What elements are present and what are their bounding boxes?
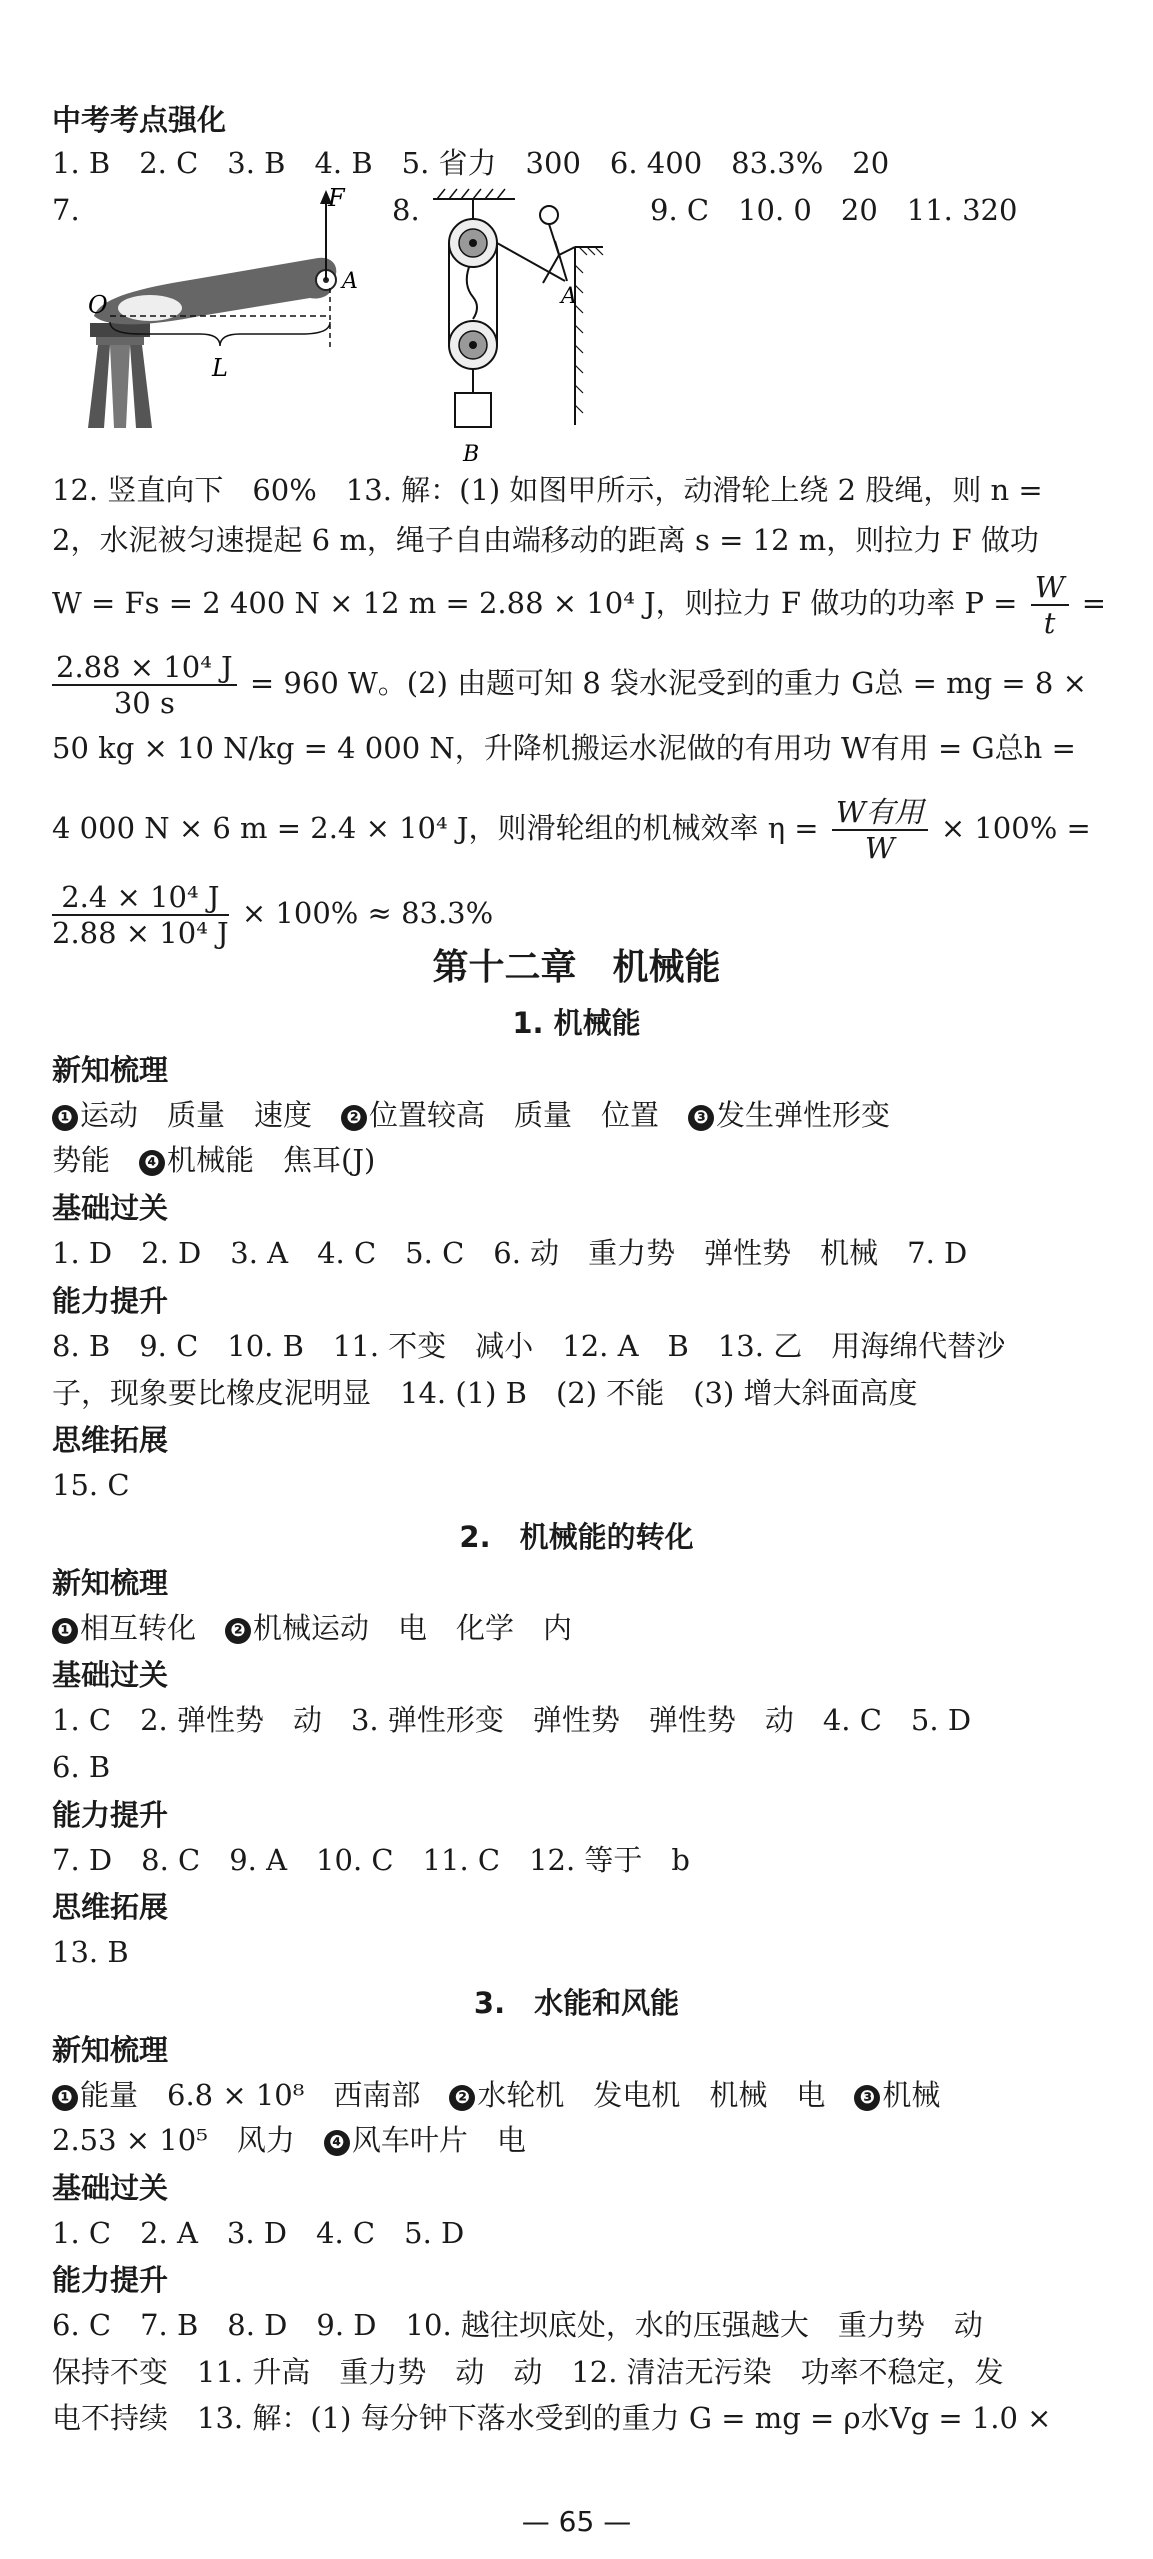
subsection-heading: 思维拓展	[52, 1423, 169, 1457]
answer-line: 50 kg × 10 N/kg = 4 000 N，升降机搬运水泥做的有用功 W有用 = G总h =	[52, 731, 1076, 765]
answer-text: 运动 质量 速度	[80, 1098, 342, 1132]
answer-line: 保持不变 11. 升高 重力势 动 动 12. 清洁无污染 功率不稳定，发	[52, 2355, 1004, 2389]
section-title: 1. 机械能	[512, 1006, 641, 1040]
fraction-W-over-t	[1031, 570, 1069, 640]
answer-line: 1. B 2. C 3. B 4. B 5. 省力 300 6. 400 83.3% 20	[52, 146, 890, 180]
answer-text: 相互转化	[80, 1611, 226, 1645]
answer-text: 位置较高 质量 位置	[369, 1098, 689, 1132]
fraction-numerator: 2.88 × 10⁴ J	[52, 650, 237, 686]
answer-text: 水轮机 发电机 机械 电	[477, 2078, 855, 2112]
circled-number-4: ❹	[324, 2130, 350, 2156]
fraction-denominator: 2.88 × 10⁴ J	[52, 916, 229, 950]
answer-line: 1. C 2. 弹性势 动 3. 弹性形变 弹性势 弹性势 动 4. C 5. D	[52, 1703, 972, 1737]
page-number: — 65 —	[521, 2505, 632, 2538]
formula-line	[52, 795, 1113, 865]
circled-number-2: ❷	[225, 1618, 251, 1644]
answer-text: 风车叶片 电	[351, 2123, 526, 2157]
pulley-diagram	[425, 185, 645, 465]
label-A: A	[342, 269, 358, 294]
answer-line	[52, 2075, 1113, 2115]
section-title: 2. 机械能的转化	[459, 1520, 694, 1554]
answer-line: 2，水泥被匀速提起 6 m，绳子自由端移动的距离 s = 12 m，则拉力 F 做功	[52, 523, 1039, 557]
answer-line: 15. C	[52, 1468, 130, 1502]
formula-text: W = Fs = 2 400 N × 12 m = 2.88 × 10⁴ J，则拉力 F 做功的功率 P =	[52, 586, 1018, 620]
question-number-7: 7.	[52, 193, 80, 227]
question-number-8: 8.	[392, 193, 420, 227]
fraction-efficiency	[832, 795, 928, 865]
subsection-heading: 基础过关	[52, 1658, 169, 1692]
subsection-heading: 新知梳理	[52, 1566, 169, 1600]
fraction-numerator: W有用	[832, 795, 928, 831]
circled-number-1: ❶	[52, 1105, 78, 1131]
answer-line: 9. C 10. 0 20 11. 320	[650, 193, 1018, 227]
formula-text: = 960 W。(2) 由题可知 8 袋水泥受到的重力 G总 = mg = 8 ×	[249, 666, 1087, 700]
answer-line	[52, 1095, 1113, 1135]
formula-text: × 100% ≈ 83.3%	[241, 896, 494, 930]
subsection-heading: 能力提升	[52, 1284, 169, 1318]
lever-diagram	[80, 188, 370, 428]
label-F: F	[328, 188, 345, 212]
circled-number-1: ❶	[52, 2085, 78, 2111]
answer-line	[52, 1608, 1113, 1648]
fraction-efficiency-values	[52, 880, 229, 950]
answer-text: 能量 6.8 × 10⁸ 西南部	[80, 2078, 450, 2112]
label-A: A	[561, 284, 577, 309]
circled-number-2: ❷	[449, 2085, 475, 2111]
answer-line: 8. B 9. C 10. B 11. 不变 减小 12. A B 13. 乙 用海绵代替沙	[52, 1329, 1006, 1363]
fraction-numerator: 2.4 × 10⁴ J	[52, 880, 229, 916]
subsection-heading: 新知梳理	[52, 2033, 169, 2067]
formula-line	[52, 570, 1113, 640]
answer-line: 子，现象要比橡皮泥明显 14. (1) B (2) 不能 (3) 增大斜面高度	[52, 1376, 918, 1410]
fraction-denominator: 30 s	[113, 686, 175, 720]
subsection-heading: 基础过关	[52, 2171, 169, 2205]
subsection-heading: 基础过关	[52, 1191, 169, 1225]
answer-line: 1. D 2. D 3. A 4. C 5. C 6. 动 重力势 弹性势 机械 7. D	[52, 1236, 968, 1270]
circled-number-2: ❷	[341, 1105, 367, 1131]
answer-line: 6. B	[52, 1750, 111, 1784]
formula-line	[52, 650, 1113, 720]
formula-text: =	[1081, 586, 1107, 620]
answer-line	[52, 2120, 1113, 2160]
fraction-denominator: W	[864, 831, 895, 865]
answer-line: 12. 竖直向下 60% 13. 解：(1) 如图甲所示，动滑轮上绕 2 股绳，则 n =	[52, 473, 1043, 507]
label-B: B	[463, 442, 480, 465]
subsection-heading: 新知梳理	[52, 1053, 169, 1087]
subsection-heading: 能力提升	[52, 1798, 169, 1832]
answer-text: 势能	[52, 1143, 140, 1177]
circled-number-1: ❶	[52, 1618, 78, 1644]
subsection-heading: 能力提升	[52, 2263, 169, 2297]
answer-line: 1. C 2. A 3. D 4. C 5. D	[52, 2216, 465, 2250]
subsection-heading: 思维拓展	[52, 1890, 169, 1924]
answer-line: 6. C 7. B 8. D 9. D 10. 越往坝底处，水的压强越大 重力势 动	[52, 2308, 983, 2342]
section-title: 3. 水能和风能	[473, 1986, 680, 2020]
fraction-numerator: W	[1031, 570, 1069, 606]
circled-number-3: ❸	[854, 2085, 880, 2111]
section-heading-zhongkao: 中考考点强化	[52, 103, 227, 137]
circled-number-3: ❸	[688, 1105, 714, 1131]
label-O: O	[88, 291, 108, 319]
answer-text: 机械运动 电 化学 内	[253, 1611, 573, 1645]
answer-line: 7. D 8. C 9. A 10. C 11. C 12. 等于 b	[52, 1843, 691, 1877]
formula-line	[52, 880, 1113, 950]
answer-text: 机械	[882, 2078, 941, 2112]
fraction-denominator: t	[1043, 606, 1056, 640]
formula-text: × 100% =	[940, 811, 1091, 845]
formula-text: 4 000 N × 6 m = 2.4 × 10⁴ J，则滑轮组的机械效率 η =	[52, 811, 819, 845]
answer-text: 发生弹性形变	[716, 1098, 891, 1132]
answer-text: 2.53 × 10⁵ 风力	[52, 2123, 324, 2157]
chapter-title: 第十二章 机械能	[432, 947, 721, 988]
answer-line	[52, 1140, 1113, 1180]
answer-line: 电不持续 13. 解：(1) 每分钟下落水受到的重力 G = mg = ρ水Vg = 1.0 ×	[52, 2401, 1052, 2435]
label-L: L	[212, 354, 228, 382]
answer-line: 13. B	[52, 1935, 129, 1969]
answer-text: 机械能 焦耳(J)	[167, 1143, 376, 1177]
fraction-energy-over-time	[52, 650, 237, 720]
circled-number-4: ❹	[139, 1150, 165, 1176]
